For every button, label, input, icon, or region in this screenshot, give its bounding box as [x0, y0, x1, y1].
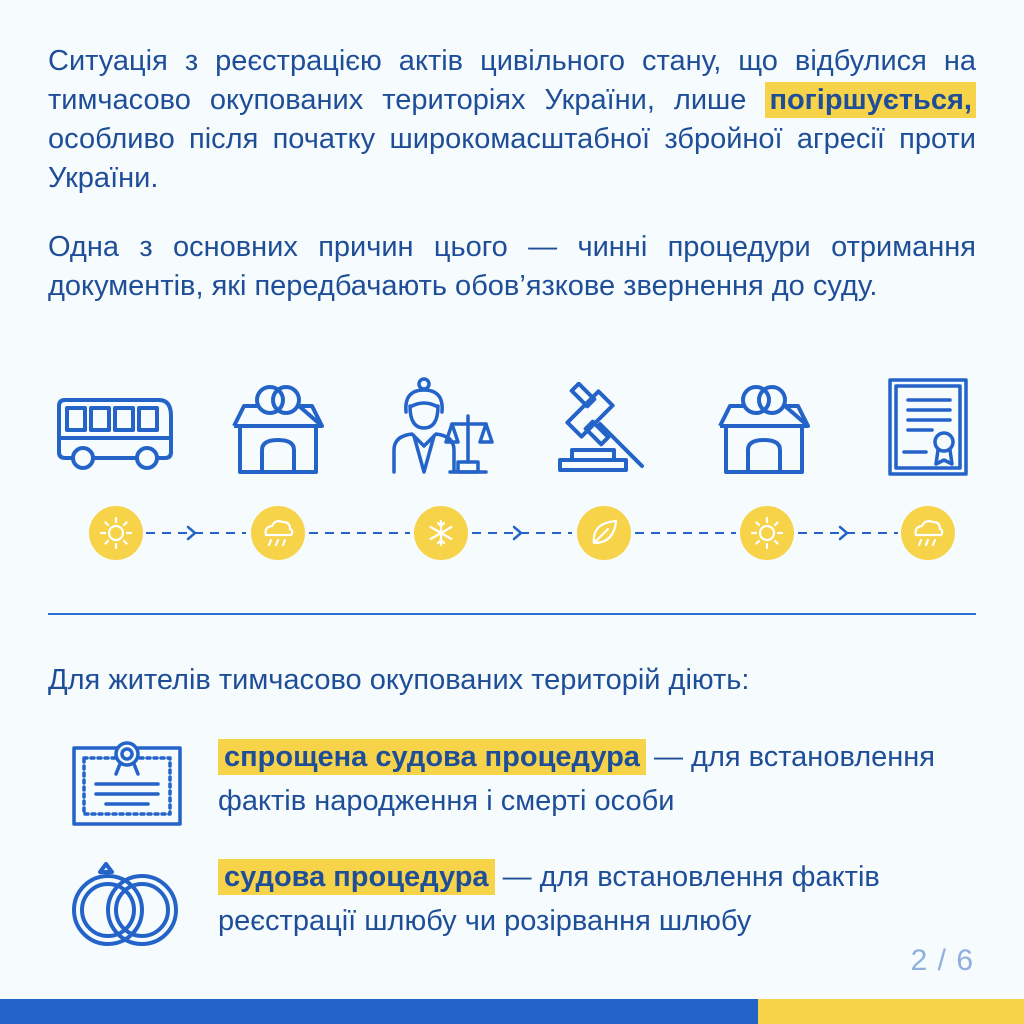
procedure-1-text: — для встановлення фактів народження і смерті особи: [218, 741, 935, 817]
judge-icon: [390, 376, 494, 476]
registry-office-icon: [718, 378, 810, 476]
procedure-1-highlight: спрощена судова процедура: [218, 739, 646, 775]
procedure-item-1: [218, 735, 988, 823]
page-indicator: 2 / 6: [910, 944, 974, 977]
footer-bar-blue: [0, 999, 758, 1024]
certificate-icon: [72, 740, 182, 831]
sun-icon: [740, 506, 794, 560]
procedure-2-text: — для встановлення фактів реєстрації шлюбу чи розірвання шлюбу: [218, 861, 880, 937]
divider: [48, 613, 976, 615]
rain-cloud-icon: [251, 506, 305, 560]
procedure-2-highlight: судова процедура: [218, 859, 495, 895]
rain-cloud-icon: [901, 506, 955, 560]
arrow-right-icon: [840, 527, 847, 539]
arrow-right-icon: [514, 527, 521, 539]
footer-bar-yellow: [758, 999, 1024, 1024]
procedure-item-2: [218, 855, 988, 943]
intro-highlight: погіршується,: [765, 82, 976, 118]
intro-text-part1: Ситуація з реєстрацією актів цивільного стану, що відбулися на тимчасово окупованих територіях України, лише: [48, 45, 976, 116]
process-icons-row: [0, 372, 1024, 482]
certificate-icon: [888, 378, 968, 476]
arrow-right-icon: [188, 527, 195, 539]
timeline: [0, 505, 1024, 561]
reason-paragraph: Одна з основних причин цього — чинні процедури отримання документів, які передбачають обов’язкове звернення до суду.: [48, 231, 976, 302]
wedding-rings-icon: [70, 862, 182, 953]
sun-icon: [89, 506, 143, 560]
bus-icon: [55, 396, 175, 472]
snowflake-icon: [414, 506, 468, 560]
registry-office-icon: [232, 378, 324, 476]
intro-text-part2: особливо після початку широкомасштабної збройної агресії проти України.: [48, 123, 976, 194]
lead-text: Для жителів тимчасово окупованих територій діють:: [48, 664, 750, 696]
gavel-icon: [554, 382, 650, 474]
leaf-icon: [577, 506, 631, 560]
intro-paragraph: [48, 42, 976, 198]
